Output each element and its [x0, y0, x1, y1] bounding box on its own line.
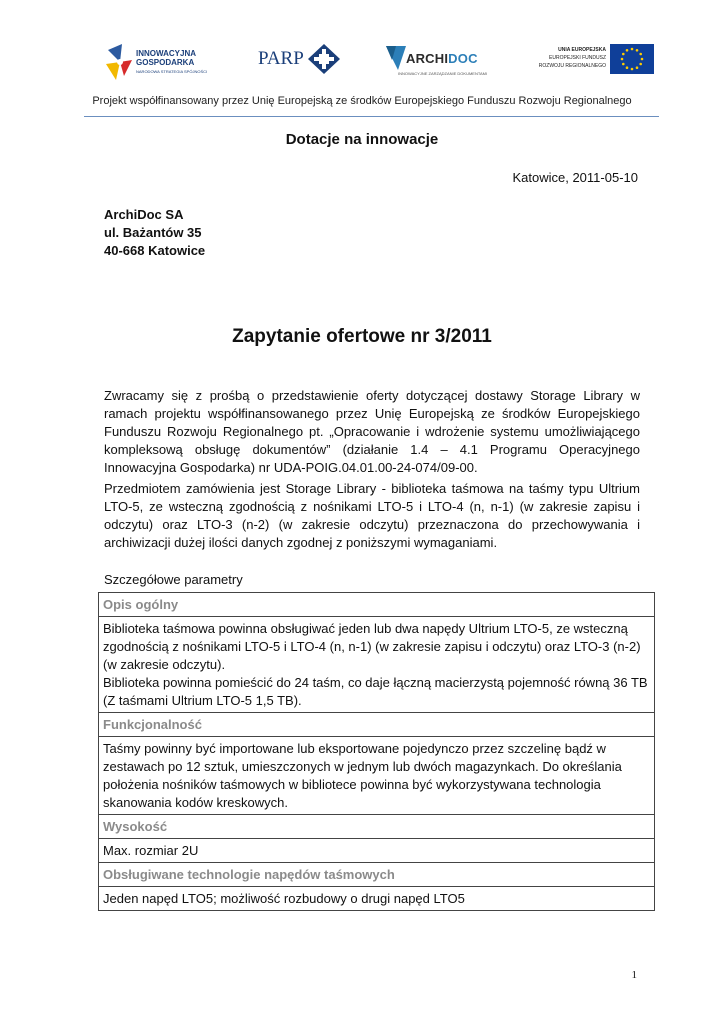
table-row	[99, 863, 655, 887]
section-heading: Obsługiwane technologie napędów taśmowych	[99, 863, 655, 887]
subject-paragraph: Przedmiotem zamówienia jest Storage Library - biblioteka taśmowa na taśmy typu Ultrium LTO-5, ze wsteczną zgodnością z nośnikami LTO-5 i LTO-4 (n, n-1) (w zakresie zapisu i odczytu) oraz LTO-3 (n-2) (w zakresie odczytu) przeznaczona do przechowywania i archiwizacji dużej ilości danych zgodnej z poniższymi wymaganiami.	[104, 481, 640, 550]
section-body: Taśmy powinny być importowane lub eksportowane pojedynczo przez szczelinę bądź w zestawach po 12 sztuk, umieszczonych w jednym lub dwóch magazynkach. Do określania położenia nośników taśmowych w bibliotece powinna być wykorzystywana technologia skanowania kodów kreskowych.	[99, 737, 655, 815]
eu-flag-icon	[610, 44, 654, 74]
eu-line: EUROPEJSKI FUNDUSZ	[549, 55, 606, 61]
document-title: Zapytanie ofertowe nr 3/2011	[232, 326, 492, 347]
page-number: 1	[631, 969, 637, 981]
archidoc-text-b: DOC	[448, 51, 478, 66]
archidoc-text	[406, 51, 478, 66]
section-heading: Funkcjonalność	[99, 713, 655, 737]
program-title: Dotacje na innowacje	[285, 131, 439, 148]
cofinancing-header: Projekt współfinansowany przez Unię Europejską ze środków Europejskiego Funduszu Rozwoju Regionalnego	[92, 95, 632, 107]
sender-address	[104, 206, 205, 260]
parp-emblem	[308, 44, 340, 74]
params-table	[98, 592, 655, 911]
archidoc-logo	[384, 42, 494, 80]
body-line: Biblioteka powinna pomieścić do 24 taśm, co daje łączną macierzystą pojemność równą 36 TB (Z taśmami Ultrium LTO-5 1,5 TB).	[103, 675, 648, 708]
table-row	[99, 593, 655, 617]
eu-line: UNIA EUROPEJSKA	[558, 47, 606, 53]
document-date: Katowice, 2011-05-10	[512, 170, 638, 185]
table-row	[99, 713, 655, 737]
section-body: Max. rozmiar 2U	[99, 839, 655, 863]
section-body: Jeden napęd LTO5; możliwość rozbudowy o drugi napęd LTO5	[99, 887, 655, 911]
table-row	[99, 617, 655, 713]
archidoc-text-a: ARCHI	[406, 51, 449, 66]
eu-logo	[520, 44, 654, 76]
archidoc-emblem	[386, 46, 406, 70]
params-label: Szczegółowe parametry	[104, 572, 243, 587]
archidoc-subtitle: INNOWACYJNE ZARZĄDZANIE DOKUMENTAMI	[398, 71, 488, 76]
intro-paragraph: Zwracamy się z prośbą o przedstawienie oferty dotyczącej dostawy Storage Library w ramach projektu współfinansowanego przez Unię Europejską ze środków Europejskiego Funduszu Rozwoju Regionalnego pt. „Opracowanie i wdrożenie systemu umożliwiającego kompleksową obsługę dokumentów” (działanie 1.4 – 4.1 Programu Operacyjnego Innowacyjna Gospodarka) nr UDA-POIG.04.01.00-24-074/09-00.	[104, 388, 640, 475]
address-line: 40-668 Katowice	[104, 243, 206, 258]
section-body	[99, 617, 655, 713]
address-line: ArchiDoc SA	[104, 207, 184, 222]
header-divider	[84, 116, 659, 117]
innowacyjna-gospodarka-text	[136, 49, 196, 67]
table-row	[99, 737, 655, 815]
section-heading: Wysokość	[99, 815, 655, 839]
innowacyjna-gospodarka-logo	[104, 40, 222, 84]
body-line: Biblioteka taśmowa powinna obsługiwać jeden lub dwa napędy Ultrium LTO-5, ze wsteczną zgodnością z nośnikami LTO-5 i LTO-4 (n, n-1) (w zakresie zapisu i odczytu) oraz LTO-3 (n-2) (w zakresie odczytu).	[103, 621, 641, 672]
logo-subtitle: NARODOWA STRATEGIA SPÓJNOŚCI	[136, 69, 208, 74]
table-row	[99, 815, 655, 839]
parp-logo	[258, 42, 342, 76]
section-heading: Opis ogólny	[99, 593, 655, 617]
table-row	[99, 839, 655, 863]
eu-text	[539, 46, 606, 70]
logo-line: INNOWACYJNA	[136, 49, 197, 58]
logo-line: GOSPODARKA	[136, 58, 195, 67]
parp-text: PARP	[258, 48, 304, 69]
eu-line: ROZWOJU REGIONALNEGO	[538, 63, 606, 69]
address-line: ul. Bażantów 35	[104, 225, 202, 240]
table-row	[99, 887, 655, 911]
innowacyjna-gospodarka-emblem	[104, 42, 134, 82]
